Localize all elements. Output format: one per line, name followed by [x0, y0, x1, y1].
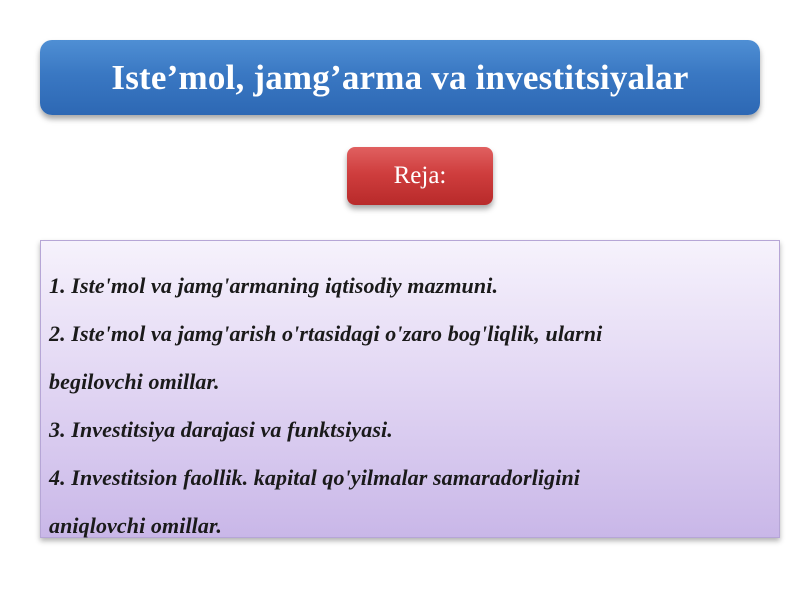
slide-title: Iste’mol, jamg’arma va investitsiyalar: [111, 57, 689, 97]
plan-list-box: [40, 240, 780, 538]
plan-label-button: [347, 147, 493, 205]
plan-item-4-line-2: aniqlovchi omillar.: [49, 513, 223, 538]
plan-item-4-line-1: 4. Investitsion faollik. kapital qo'yilmalar samaradorligini: [49, 465, 581, 490]
plan-item-1: 1. Iste'mol va jamg'armaning iqtisodiy mazmuni.: [49, 273, 499, 298]
plan-label: Reja:: [393, 162, 447, 189]
plan-item-2-line-1: 2. Iste'mol va jamg'arish o'rtasidagi o'zaro bog'liqlik, ularni: [49, 321, 603, 346]
plan-item-2-line-2: begilovchi omillar.: [49, 369, 220, 394]
plan-item-3: 3. Investitsiya darajasi va funktsiyasi.: [49, 417, 393, 442]
title-banner: [40, 40, 760, 115]
